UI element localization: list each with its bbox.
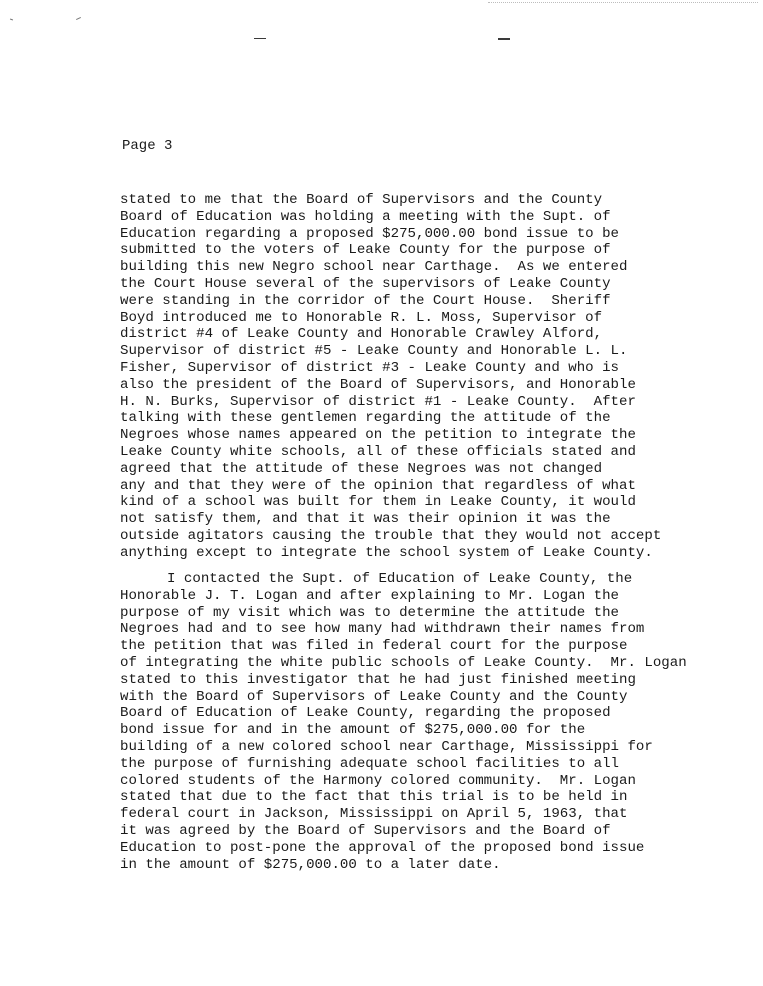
text-line: agreed that the attitude of these Negroes was not changed (120, 460, 603, 477)
text-line: federal court in Jackson, Mississippi on April 5, 1963, that (120, 806, 628, 823)
text-line: talking with these gentlemen regarding the attitude of the (120, 410, 611, 427)
text-line: Board of Education was holding a meeting with the Supt. of (120, 208, 611, 225)
text-line: not satisfy them, and that it was their opinion it was the (120, 511, 611, 528)
text-line: Leake County white schools, all of these officials stated and (120, 443, 636, 460)
text-line: Board of Education of Leake County, regarding the proposed (120, 705, 611, 722)
text-line: I contacted the Supt. of Education of Leake County, the (167, 571, 633, 587)
top-dotted-edge (488, 2, 758, 3)
paragraph-2 (0, 571, 687, 873)
text-line: stated that due to the fact that this trial is to be held in (120, 789, 628, 806)
text-line: anything except to integrate the school system of Leake County. (120, 544, 653, 561)
text-line: any and that they were of the opinion that regardless of what (120, 477, 636, 494)
text-line: Fisher, Supervisor of district #3 - Leake County and who is (120, 359, 619, 376)
text-line: stated to me that the Board of Supervisors and the County (120, 192, 603, 208)
text-line: stated to this investigator that he had just finished meeting (120, 671, 636, 688)
scan-mark (76, 17, 81, 20)
text-line: bond issue for and in the amount of $275,000.00 for the (120, 722, 586, 739)
text-line: purpose of my visit which was to determine the attitude the (120, 604, 619, 621)
text-line: Boyd introduced me to Honorable R. L. Moss, Supervisor of (120, 309, 603, 326)
text-line: the purpose of furnishing adequate school facilities to all (120, 755, 619, 772)
text-line: the Court House several of the supervisors of Leake County (120, 275, 611, 292)
text-line: with the Board of Supervisors of Leake County and the County (120, 688, 628, 705)
text-line: building this new Negro school near Carthage. As we entered (120, 259, 628, 276)
text-line: Honorable J. T. Logan and after explaining to Mr. Logan the (120, 587, 619, 604)
text-line: building of a new colored school near Carthage, Mississippi for (120, 738, 653, 755)
text-line: H. N. Burks, Supervisor of district #1 - Leake County. After (120, 393, 636, 410)
text-line: it was agreed by the Board of Supervisors and the Board of (120, 822, 611, 839)
text-line: submitted to the voters of Leake County for the purpose of (120, 242, 611, 259)
text-line: colored students of the Harmony colored community. Mr. Logan (120, 772, 636, 789)
text-line: outside agitators causing the trouble that they would not accept (120, 527, 662, 544)
text-line: Education regarding a proposed $275,000.00 bond issue to be (120, 225, 619, 242)
text-line: in the amount of $275,000.00 to a later date. (120, 856, 501, 873)
text-line: Education to post-pone the approval of the proposed bond issue (120, 839, 645, 856)
text-line: Negroes had and to see how many had withdrawn their names from (120, 621, 645, 638)
text-line: Supervisor of district #5 - Leake County and Honorable L. L. (120, 343, 628, 360)
scan-mark (254, 38, 266, 39)
text-line: district #4 of Leake County and Honorable Crawley Alford, (120, 326, 603, 343)
scan-mark (498, 38, 510, 40)
text-line: were standing in the corridor of the Court House. Sheriff (120, 292, 611, 309)
text-line: also the president of the Board of Supervisors, and Honorable (120, 376, 636, 393)
text-line: the petition that was filed in federal court for the purpose (120, 638, 628, 655)
paragraph-1 (0, 192, 661, 562)
text-line: Negroes whose names appeared on the petition to integrate the (120, 427, 636, 444)
text-line: of integrating the white public schools of Leake County. Mr. Logan (120, 654, 687, 671)
scan-mark (10, 19, 13, 21)
page-number: Page 3 (122, 138, 173, 154)
text-line: kind of a school was built for them in Leake County, it would (120, 494, 636, 511)
